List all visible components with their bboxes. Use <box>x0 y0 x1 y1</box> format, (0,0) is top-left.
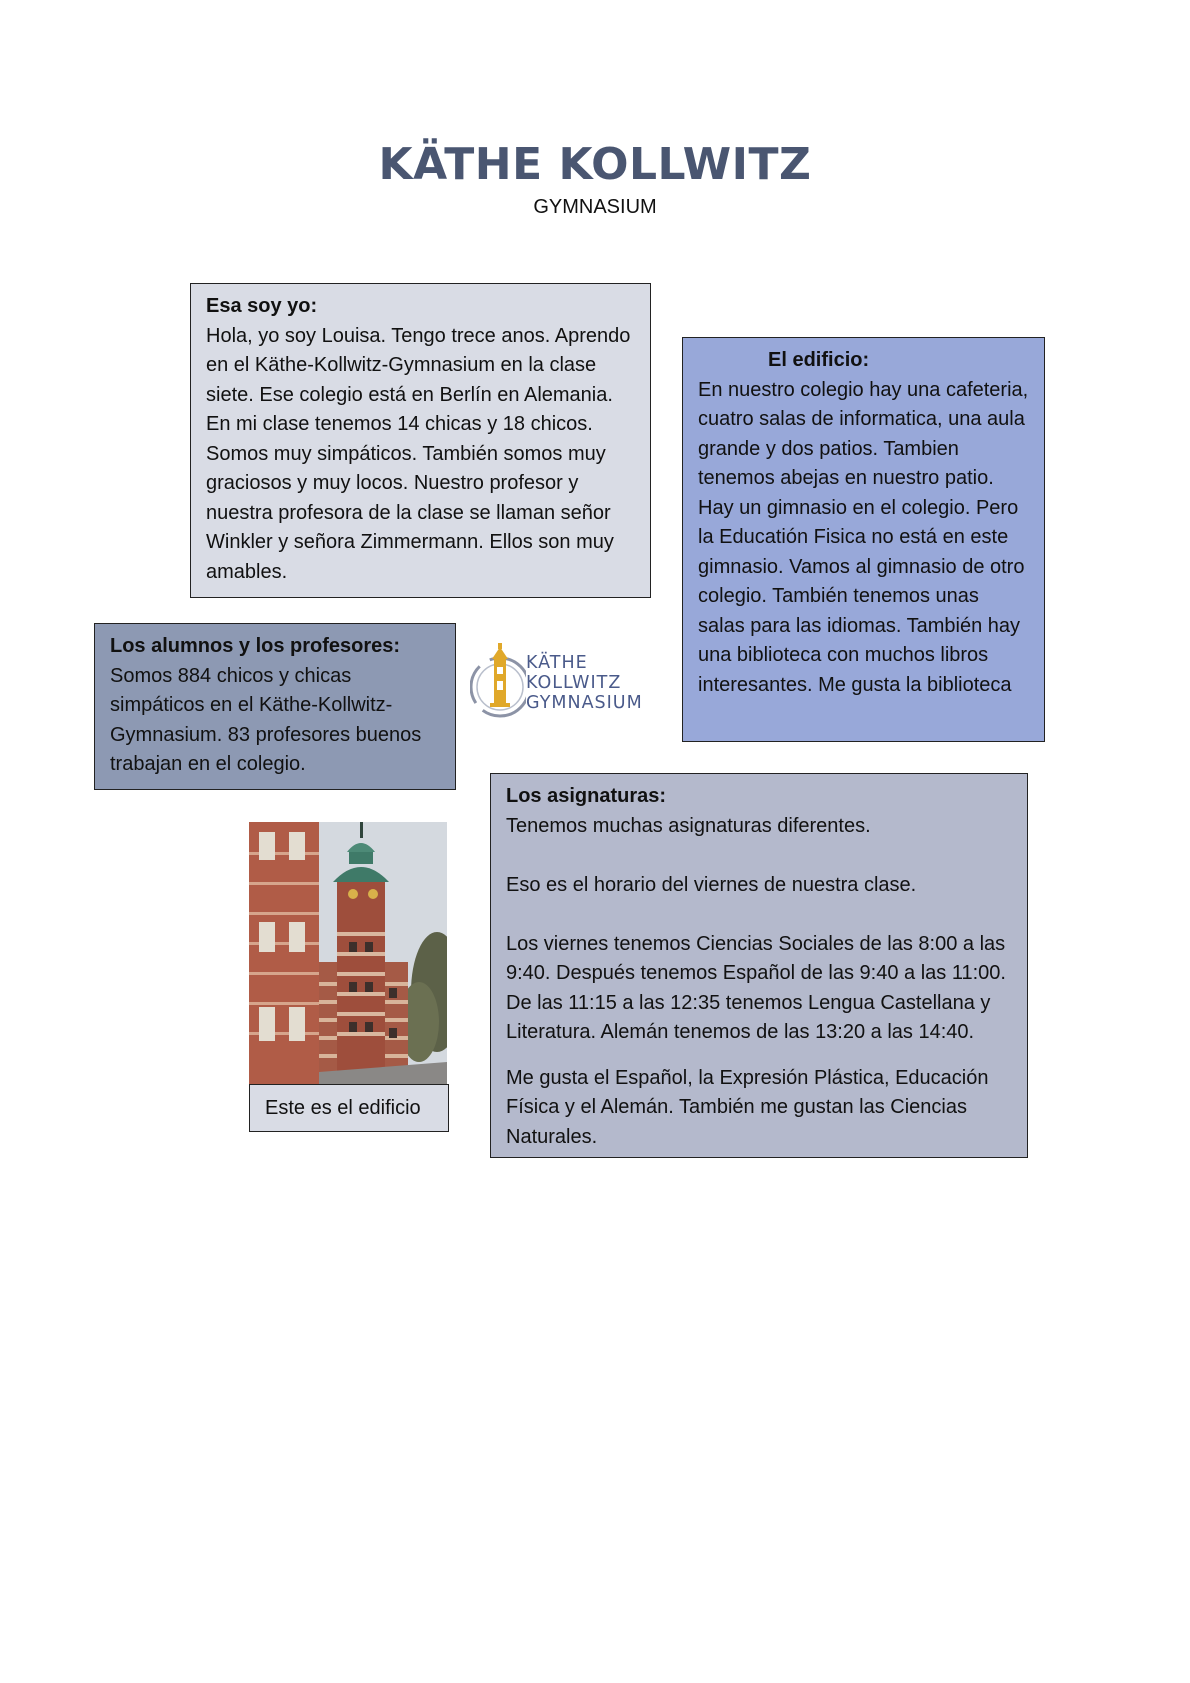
photo-caption: Este es el edificio <box>249 1084 449 1132</box>
subjects-heading: Los asignaturas: <box>506 785 667 807</box>
subjects-intro: Tenemos muchas asignaturas diferentes. <box>506 814 871 837</box>
about-me-text: Hola, yo soy Louisa. Tengo trece anos. Aprendo en el Käthe-Kollwitz-Gymnasium en la clase siete. Ese colegio está en Berlín en Alemania. En mi clase tenemos 14 chicas y 18 chicos. Somos muy simpáticos. También somos muy graciosos y muy locos. Nuestro profesor y nuestra profesora de la clase se llaman señor Winkler y señora Zimmermann. Ellos son muy amables. <box>206 324 631 583</box>
students-teachers-text: Somos 884 chicos y chicas simpáticos en el Käthe-Kollwitz-Gymnasium. 83 profesores buenos trabajan en el colegio. <box>110 664 422 775</box>
page-subtitle: GYMNASIUM <box>533 196 657 218</box>
page-title: KÄTHE KOLLWITZ <box>378 139 812 190</box>
logo-line-3: GYMNASIUM <box>526 693 643 713</box>
building-text: En nuestro colegio hay una cafeteria, cuatro salas de informatica, una aula grande y dos patios. Tambien tenemos abejas en nuestro patio. Hay un gimnasio en el colegio. Pero la Educatión Fisica no está en este gimnasio. Vamos al gimnasio de otro colegio. También tenemos unas salas para las idiomas. También hay una biblioteca con muchos libros interesantes. Me gusta la biblioteca <box>698 378 1029 696</box>
tower-logo-icon <box>470 643 526 725</box>
about-me-box <box>190 283 651 598</box>
logo-line-2: KOLLWITZ <box>526 673 622 693</box>
building-heading: El edificio: <box>768 349 870 371</box>
logo-line-1: KÄTHE <box>526 653 588 673</box>
students-teachers-heading: Los alumnos y los profesores: <box>110 635 401 657</box>
subjects-box <box>490 773 1028 1158</box>
subjects-favorites: Me gusta el Español, la Expresión Plástica, Educación Física y el Alemán. También me gustan las Ciencias Naturales. <box>506 1066 989 1148</box>
about-me-heading: Esa soy yo: <box>206 295 318 317</box>
building-image <box>249 822 447 1084</box>
school-building-photo <box>249 822 447 1084</box>
subjects-schedule-note: Eso es el horario del viernes de nuestra clase. <box>506 873 917 896</box>
school-logo <box>470 643 660 725</box>
building-box <box>682 337 1045 742</box>
subjects-schedule: Los viernes tenemos Ciencias Sociales de las 8:00 a las 9:40. Después tenemos Español de las 9:40 a las 11:00. De las 11:15 a las 12:35 tenemos Lengua Castellana y Literatura. Alemán tenemos de las 13:20 a las 14:40. <box>506 932 1006 1043</box>
students-teachers-box <box>94 623 456 790</box>
